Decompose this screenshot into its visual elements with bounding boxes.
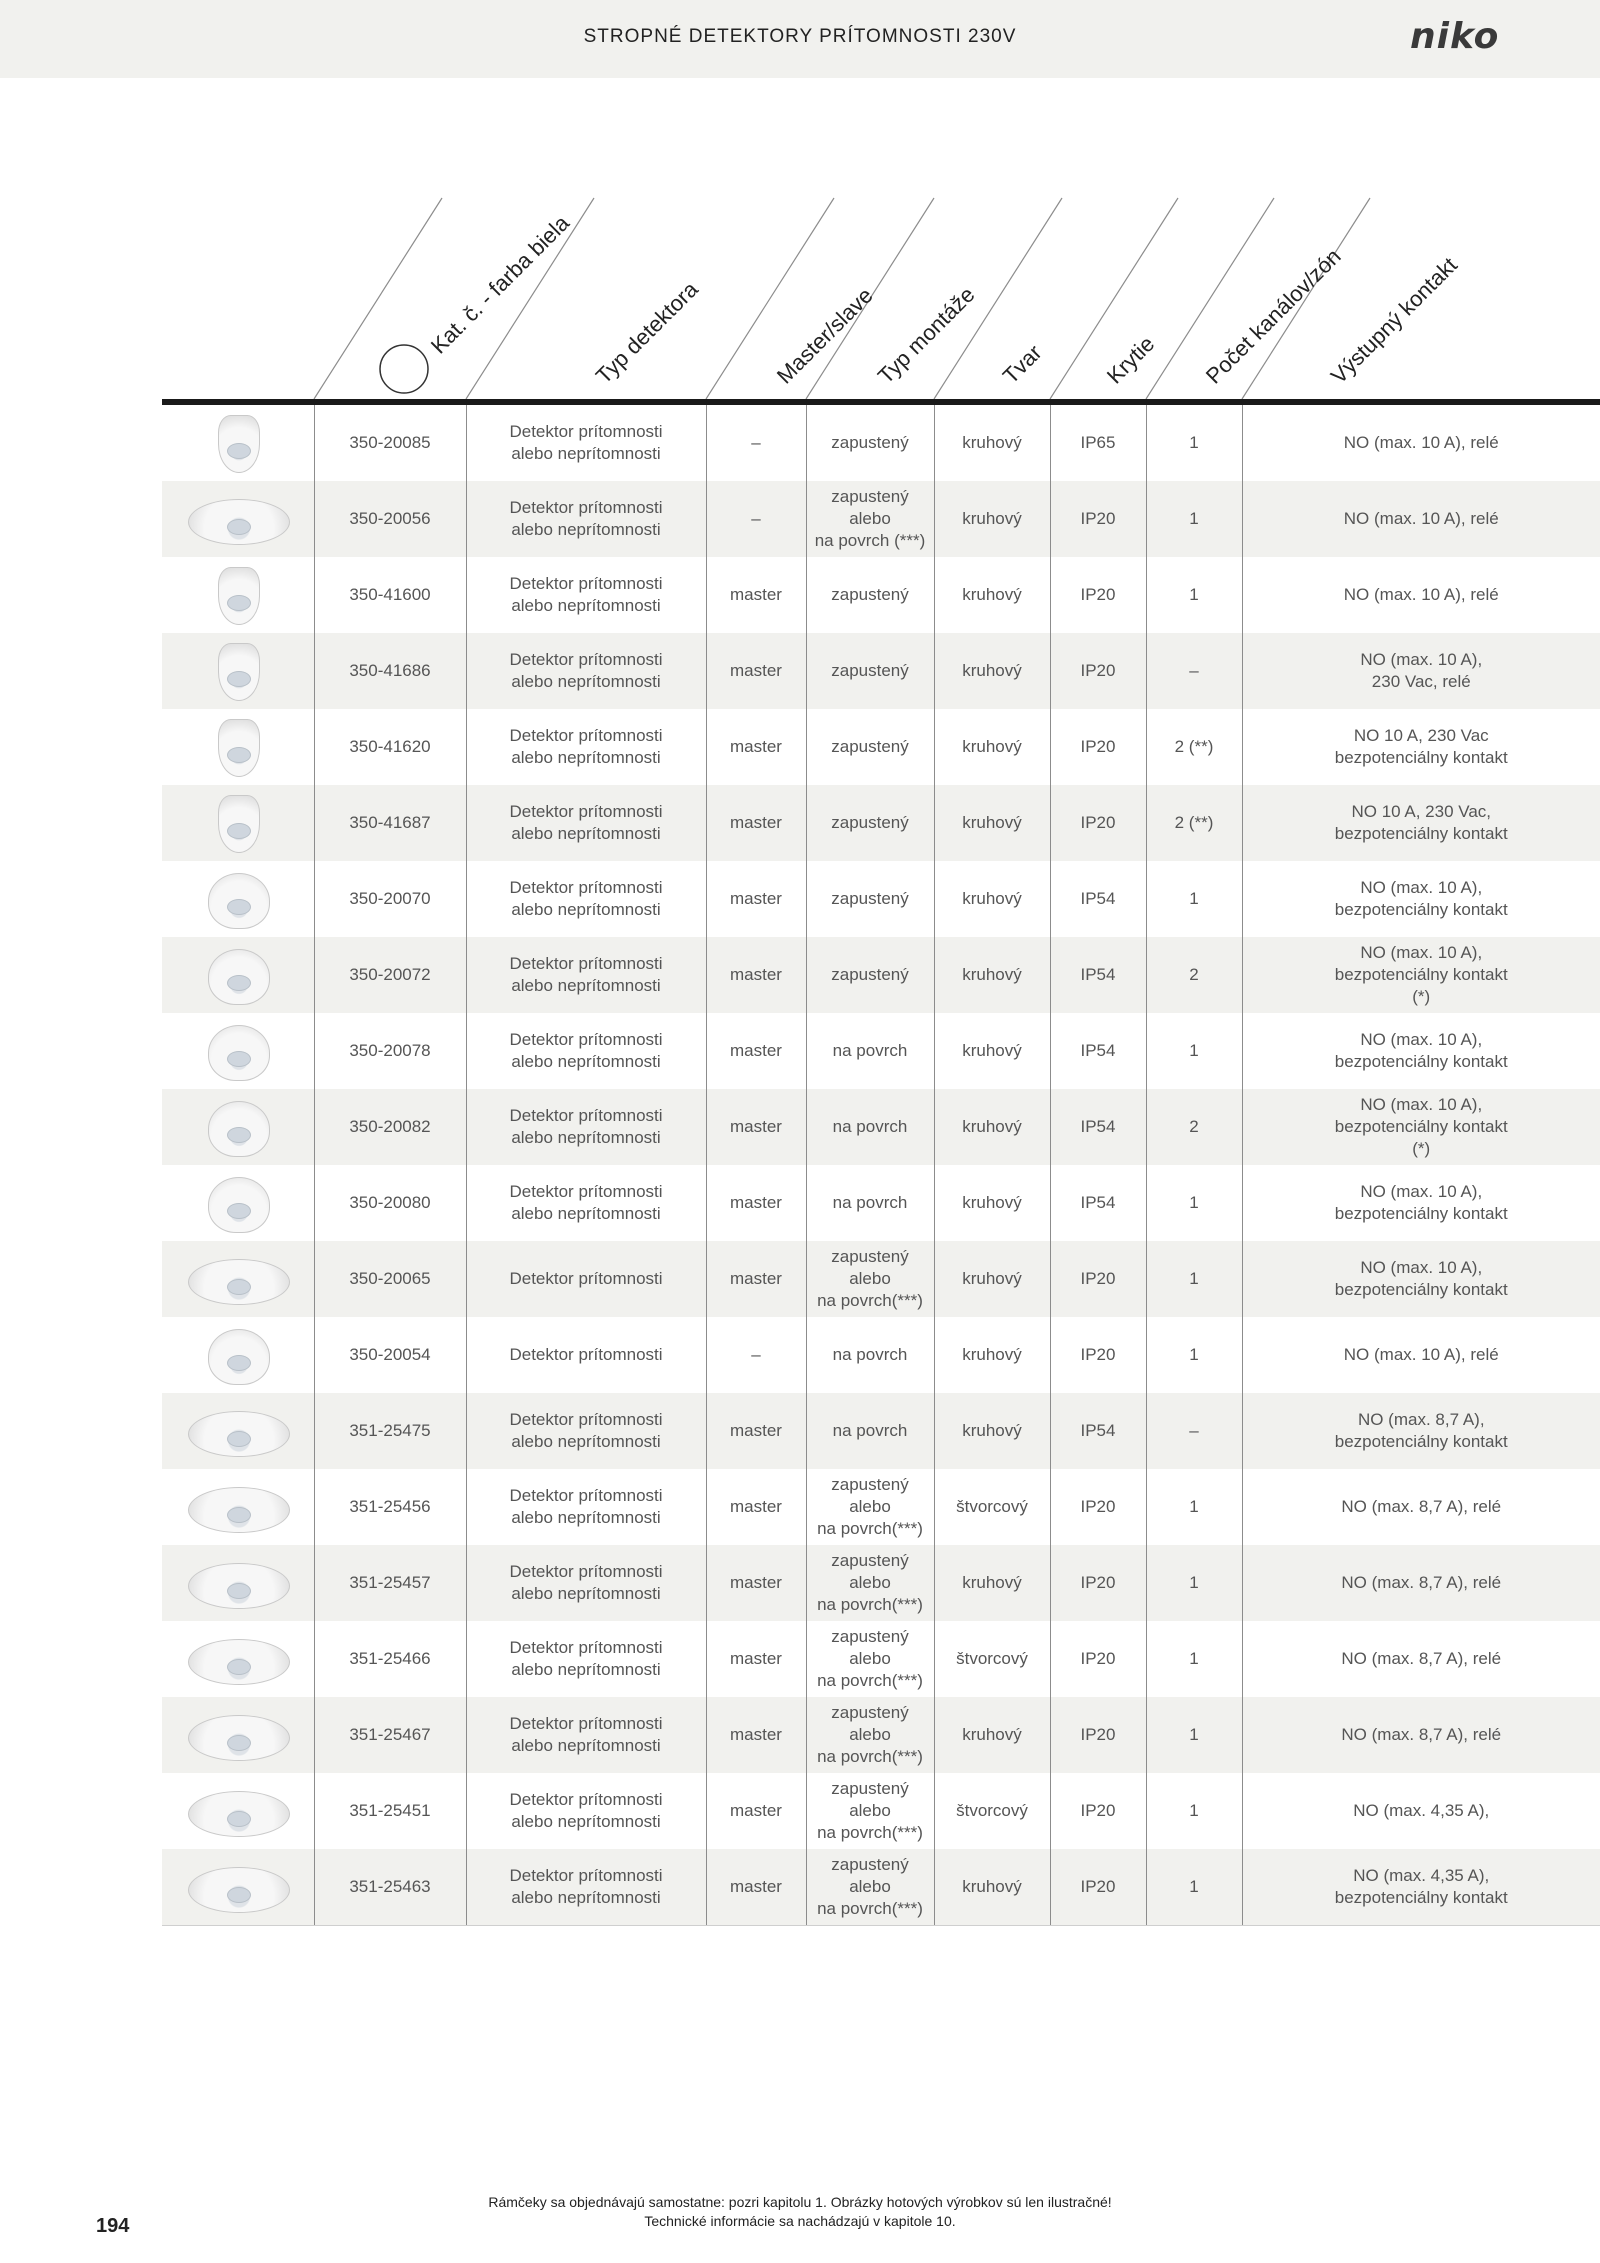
column-header: Tvar: [997, 339, 1047, 389]
ip-rating: IP20: [1050, 709, 1146, 785]
catalog-number: 351-25467: [314, 1697, 466, 1773]
ip-rating: IP20: [1050, 1773, 1146, 1849]
mounting-type: zapustený: [806, 937, 934, 1013]
detector-type: Detektor prítomnosti alebo neprítomnosti: [466, 481, 706, 557]
shape: kruhový: [934, 709, 1050, 785]
output-contact: NO (max. 4,35 A),: [1242, 1773, 1600, 1849]
product-image-cell: [162, 1773, 314, 1849]
mounting-type: zapustený: [806, 785, 934, 861]
shape: štvorcový: [934, 1469, 1050, 1545]
shape: kruhový: [934, 1393, 1050, 1469]
ip-rating: IP20: [1050, 1697, 1146, 1773]
channel-count: 1: [1146, 1469, 1242, 1545]
output-contact: NO (max. 10 A), bezpotenciálny kontakt: [1242, 1241, 1600, 1317]
product-image-cell: [162, 861, 314, 937]
footer-line-2: Technické informácie sa nachádzajú v kapitole 10.: [644, 2213, 956, 2229]
mounting-type: zapustený alebo na povrch (***): [806, 481, 934, 557]
column-header: Krytie: [1101, 331, 1160, 389]
output-contact: NO (max. 8,7 A), relé: [1242, 1469, 1600, 1545]
column-header: Master/slave: [771, 282, 878, 389]
ceiling-dome-sensor-icon: [179, 865, 297, 933]
product-image-cell: [162, 405, 314, 481]
table-row: [162, 1165, 1600, 1241]
output-contact: NO 10 A, 230 Vac bezpotenciálny kontakt: [1242, 709, 1600, 785]
master-slave: master: [706, 1089, 806, 1165]
detector-type: Detektor prítomnosti alebo neprítomnosti: [466, 1013, 706, 1089]
master-slave: –: [706, 1317, 806, 1393]
table-row: [162, 633, 1600, 709]
ceiling-flat-sensor-icon: [179, 1549, 297, 1617]
product-image-cell: [162, 1393, 314, 1469]
catalog-number: 350-20054: [314, 1317, 466, 1393]
ip-rating: IP20: [1050, 1545, 1146, 1621]
ip-rating: IP20: [1050, 1317, 1146, 1393]
output-contact: NO 10 A, 230 Vac, bezpotenciálny kontakt: [1242, 785, 1600, 861]
table-row: [162, 785, 1600, 861]
output-contact: NO (max. 10 A), bezpotenciálny kontakt (*): [1242, 937, 1600, 1013]
ceiling-dome-sensor-icon: [179, 941, 297, 1009]
master-slave: master: [706, 1393, 806, 1469]
product-image-cell: [162, 1089, 314, 1165]
table-row: [162, 481, 1600, 557]
mounting-type: zapustený alebo na povrch(***): [806, 1773, 934, 1849]
catalog-number: 350-41600: [314, 557, 466, 633]
master-slave: master: [706, 1469, 806, 1545]
ip-rating: IP65: [1050, 405, 1146, 481]
ip-rating: IP20: [1050, 557, 1146, 633]
mounting-type: zapustený: [806, 861, 934, 937]
header-divider: [706, 198, 834, 399]
master-slave: master: [706, 709, 806, 785]
mounting-type: na povrch: [806, 1317, 934, 1393]
page-number: 194: [96, 2215, 130, 2237]
channel-count: 1: [1146, 405, 1242, 481]
table-row: [162, 1849, 1600, 1926]
master-slave: master: [706, 785, 806, 861]
detector-type: Detektor prítomnosti alebo neprítomnosti: [466, 1773, 706, 1849]
ceiling-flat-sensor-icon: [179, 1397, 297, 1465]
catalog-number: 351-25457: [314, 1545, 466, 1621]
footer-note: [0, 2193, 1600, 2231]
column-header: Typ montáže: [872, 281, 980, 389]
channel-count: 2 (**): [1146, 709, 1242, 785]
table-row: [162, 1697, 1600, 1773]
ceiling-mini-sensor-icon: [179, 789, 297, 857]
catalog-number: 350-20082: [314, 1089, 466, 1165]
master-slave: master: [706, 861, 806, 937]
product-image-cell: [162, 709, 314, 785]
channel-count: 1: [1146, 1241, 1242, 1317]
output-contact: NO (max. 10 A), 230 Vac, relé: [1242, 633, 1600, 709]
table-row: [162, 1393, 1600, 1469]
ceiling-mini-sensor-icon: [179, 561, 297, 629]
output-contact: NO (max. 10 A), bezpotenciálny kontakt: [1242, 1013, 1600, 1089]
detector-type: Detektor prítomnosti alebo neprítomnosti: [466, 861, 706, 937]
product-image-cell: [162, 1317, 314, 1393]
ip-rating: IP54: [1050, 861, 1146, 937]
channel-count: 1: [1146, 1545, 1242, 1621]
detector-type: Detektor prítomnosti alebo neprítomnosti: [466, 1849, 706, 1926]
output-contact: NO (max. 10 A), relé: [1242, 1317, 1600, 1393]
output-contact: NO (max. 10 A), bezpotenciálny kontakt: [1242, 1165, 1600, 1241]
catalog-number: 350-41687: [314, 785, 466, 861]
channel-count: 1: [1146, 1773, 1242, 1849]
detector-type: Detektor prítomnosti alebo neprítomnosti: [466, 1165, 706, 1241]
table-row: [162, 709, 1600, 785]
ceiling-mini-sensor-icon: [179, 637, 297, 705]
ip-rating: IP20: [1050, 633, 1146, 709]
product-image-cell: [162, 937, 314, 1013]
master-slave: –: [706, 405, 806, 481]
ceiling-flat-sensor-icon: [179, 1625, 297, 1693]
shape: kruhový: [934, 1165, 1050, 1241]
output-contact: NO (max. 8,7 A), relé: [1242, 1621, 1600, 1697]
column-header: Výstupný kontakt: [1325, 252, 1463, 389]
catalog-number: 351-25466: [314, 1621, 466, 1697]
ip-rating: IP54: [1050, 1393, 1146, 1469]
mounting-type: zapustený alebo na povrch(***): [806, 1545, 934, 1621]
channel-count: 1: [1146, 557, 1242, 633]
master-slave: master: [706, 1241, 806, 1317]
channel-count: 1: [1146, 1849, 1242, 1926]
shape: kruhový: [934, 1089, 1050, 1165]
master-slave: master: [706, 937, 806, 1013]
product-image-cell: [162, 481, 314, 557]
channel-count: 2: [1146, 937, 1242, 1013]
mounting-type: na povrch: [806, 1393, 934, 1469]
ip-rating: IP20: [1050, 1469, 1146, 1545]
detector-type: Detektor prítomnosti alebo neprítomnosti: [466, 1089, 706, 1165]
color-swatch-white: [380, 345, 428, 393]
detector-type: Detektor prítomnosti alebo neprítomnosti: [466, 557, 706, 633]
table-row: [162, 861, 1600, 937]
table-row: [162, 1621, 1600, 1697]
shape: kruhový: [934, 1849, 1050, 1926]
product-image-cell: [162, 1013, 314, 1089]
output-contact: NO (max. 10 A), bezpotenciálny kontakt (*): [1242, 1089, 1600, 1165]
master-slave: master: [706, 1849, 806, 1926]
channel-count: 1: [1146, 1697, 1242, 1773]
shape: kruhový: [934, 557, 1050, 633]
table-row: [162, 1013, 1600, 1089]
detector-type: Detektor prítomnosti alebo neprítomnosti: [466, 1393, 706, 1469]
shape: kruhový: [934, 1317, 1050, 1393]
detector-type: Detektor prítomnosti alebo neprítomnosti: [466, 405, 706, 481]
mounting-type: zapustený: [806, 405, 934, 481]
catalog-number: 350-20080: [314, 1165, 466, 1241]
column-header: Počet kanálov/zón: [1200, 243, 1346, 389]
master-slave: master: [706, 633, 806, 709]
master-slave: master: [706, 1773, 806, 1849]
shape: kruhový: [934, 937, 1050, 1013]
ceiling-spot-sensor-icon: [179, 409, 297, 477]
channel-count: 2: [1146, 1089, 1242, 1165]
ceiling-dome-sensor-icon: [179, 1093, 297, 1161]
product-image-cell: [162, 1849, 314, 1926]
ceiling-flat-sensor-icon: [179, 485, 297, 553]
ceiling-dome-sensor-icon: [179, 1017, 297, 1085]
shape: štvorcový: [934, 1621, 1050, 1697]
product-image-cell: [162, 1241, 314, 1317]
shape: kruhový: [934, 861, 1050, 937]
mounting-type: na povrch: [806, 1013, 934, 1089]
mounting-type: zapustený: [806, 633, 934, 709]
ip-rating: IP54: [1050, 1013, 1146, 1089]
product-image-cell: [162, 1469, 314, 1545]
master-slave: master: [706, 1621, 806, 1697]
detector-type: Detektor prítomnosti alebo neprítomnosti: [466, 1469, 706, 1545]
detector-type: Detektor prítomnosti alebo neprítomnosti: [466, 1545, 706, 1621]
ip-rating: IP20: [1050, 1849, 1146, 1926]
output-contact: NO (max. 8,7 A), relé: [1242, 1545, 1600, 1621]
shape: kruhový: [934, 1697, 1050, 1773]
detector-type: Detektor prítomnosti alebo neprítomnosti: [466, 633, 706, 709]
table-row: [162, 1241, 1600, 1317]
ip-rating: IP54: [1050, 1165, 1146, 1241]
shape: kruhový: [934, 1241, 1050, 1317]
catalog-number: 351-25451: [314, 1773, 466, 1849]
shape: kruhový: [934, 405, 1050, 481]
detector-type: Detektor prítomnosti alebo neprítomnosti: [466, 785, 706, 861]
column-header: Kat. č. - farba biela: [425, 210, 575, 359]
ip-rating: IP20: [1050, 1241, 1146, 1317]
output-contact: NO (max. 4,35 A), bezpotenciálny kontakt: [1242, 1849, 1600, 1926]
channel-count: 1: [1146, 1013, 1242, 1089]
table-row: [162, 557, 1600, 633]
shape: štvorcový: [934, 1773, 1050, 1849]
shape: kruhový: [934, 1545, 1050, 1621]
mounting-type: zapustený alebo na povrch(***): [806, 1469, 934, 1545]
master-slave: master: [706, 557, 806, 633]
ceiling-flat-sensor-icon: [179, 1777, 297, 1845]
output-contact: NO (max. 10 A), relé: [1242, 481, 1600, 557]
table-row: [162, 405, 1600, 481]
catalog-number: 350-20085: [314, 405, 466, 481]
mounting-type: zapustený alebo na povrch(***): [806, 1621, 934, 1697]
mounting-type: zapustený: [806, 709, 934, 785]
ip-rating: IP20: [1050, 481, 1146, 557]
products-table: [162, 405, 1600, 1926]
table-row: [162, 1089, 1600, 1165]
shape: kruhový: [934, 481, 1050, 557]
page-title: STROPNÉ DETEKTORY PRÍTOMNOSTI 230V: [583, 26, 1017, 47]
channel-count: 1: [1146, 1621, 1242, 1697]
product-image-cell: [162, 1545, 314, 1621]
ip-rating: IP20: [1050, 1621, 1146, 1697]
channel-count: 2 (**): [1146, 785, 1242, 861]
output-contact: NO (max. 10 A), bezpotenciálny kontakt: [1242, 861, 1600, 937]
product-image-cell: [162, 557, 314, 633]
shape: kruhový: [934, 1013, 1050, 1089]
master-slave: master: [706, 1697, 806, 1773]
catalog-number: 350-20072: [314, 937, 466, 1013]
detector-type: Detektor prítomnosti alebo neprítomnosti: [466, 937, 706, 1013]
ceiling-flat-sensor-icon: [179, 1473, 297, 1541]
catalog-number: 351-25463: [314, 1849, 466, 1926]
detector-type: Detektor prítomnosti alebo neprítomnosti: [466, 1621, 706, 1697]
channel-count: 1: [1146, 861, 1242, 937]
detector-type: Detektor prítomnosti alebo neprítomnosti: [466, 1697, 706, 1773]
ip-rating: IP20: [1050, 785, 1146, 861]
column-header: Typ detektora: [590, 276, 703, 389]
catalog-number: 351-25475: [314, 1393, 466, 1469]
channel-count: –: [1146, 633, 1242, 709]
ceiling-dome-sensor-icon: [179, 1321, 297, 1389]
table-row: [162, 937, 1600, 1013]
detector-type: Detektor prítomnosti: [466, 1317, 706, 1393]
catalog-number: 350-41686: [314, 633, 466, 709]
master-slave: master: [706, 1013, 806, 1089]
product-image-cell: [162, 785, 314, 861]
detector-type: Detektor prítomnosti: [466, 1241, 706, 1317]
catalog-number: 350-41620: [314, 709, 466, 785]
shape: kruhový: [934, 633, 1050, 709]
product-image-cell: [162, 1621, 314, 1697]
master-slave: master: [706, 1165, 806, 1241]
detector-type: Detektor prítomnosti alebo neprítomnosti: [466, 709, 706, 785]
catalog-number: 350-20078: [314, 1013, 466, 1089]
channel-count: 1: [1146, 481, 1242, 557]
table-row: [162, 1469, 1600, 1545]
ceiling-mini-sensor-icon: [179, 713, 297, 781]
catalog-number: 350-20070: [314, 861, 466, 937]
mounting-type: na povrch: [806, 1089, 934, 1165]
footer-line-1: Rámčeky sa objednávajú samostatne: pozri kapitolu 1. Obrázky hotových výrobkov sú len ilustračné!: [488, 2194, 1112, 2210]
catalog-number: 350-20065: [314, 1241, 466, 1317]
product-image-cell: [162, 633, 314, 709]
channel-count: –: [1146, 1393, 1242, 1469]
mounting-type: na povrch: [806, 1165, 934, 1241]
mounting-type: zapustený: [806, 557, 934, 633]
table-row: [162, 1773, 1600, 1849]
output-contact: NO (max. 8,7 A), relé: [1242, 1697, 1600, 1773]
table-row: [162, 1317, 1600, 1393]
shape: kruhový: [934, 785, 1050, 861]
master-slave: –: [706, 481, 806, 557]
product-image-cell: [162, 1165, 314, 1241]
mounting-type: zapustený alebo na povrch(***): [806, 1241, 934, 1317]
output-contact: NO (max. 10 A), relé: [1242, 405, 1600, 481]
page-header: [0, 0, 1600, 78]
catalog-number: 351-25456: [314, 1469, 466, 1545]
product-image-cell: [162, 1697, 314, 1773]
ceiling-dome-sensor-icon: [179, 1169, 297, 1237]
output-contact: NO (max. 10 A), relé: [1242, 557, 1600, 633]
mounting-type: zapustený alebo na povrch(***): [806, 1849, 934, 1926]
niko-logo: niko: [1410, 16, 1500, 57]
channel-count: 1: [1146, 1165, 1242, 1241]
ceiling-flat-sensor-icon: [179, 1245, 297, 1313]
ip-rating: IP54: [1050, 1089, 1146, 1165]
table-column-headers: [0, 170, 1600, 402]
channel-count: 1: [1146, 1317, 1242, 1393]
ceiling-flat-sensor-icon: [179, 1853, 297, 1921]
mounting-type: zapustený alebo na povrch(***): [806, 1697, 934, 1773]
ceiling-flat-sensor-icon: [179, 1701, 297, 1769]
catalog-number: 350-20056: [314, 481, 466, 557]
ip-rating: IP54: [1050, 937, 1146, 1013]
table-row: [162, 1545, 1600, 1621]
output-contact: NO (max. 8,7 A), bezpotenciálny kontakt: [1242, 1393, 1600, 1469]
master-slave: master: [706, 1545, 806, 1621]
